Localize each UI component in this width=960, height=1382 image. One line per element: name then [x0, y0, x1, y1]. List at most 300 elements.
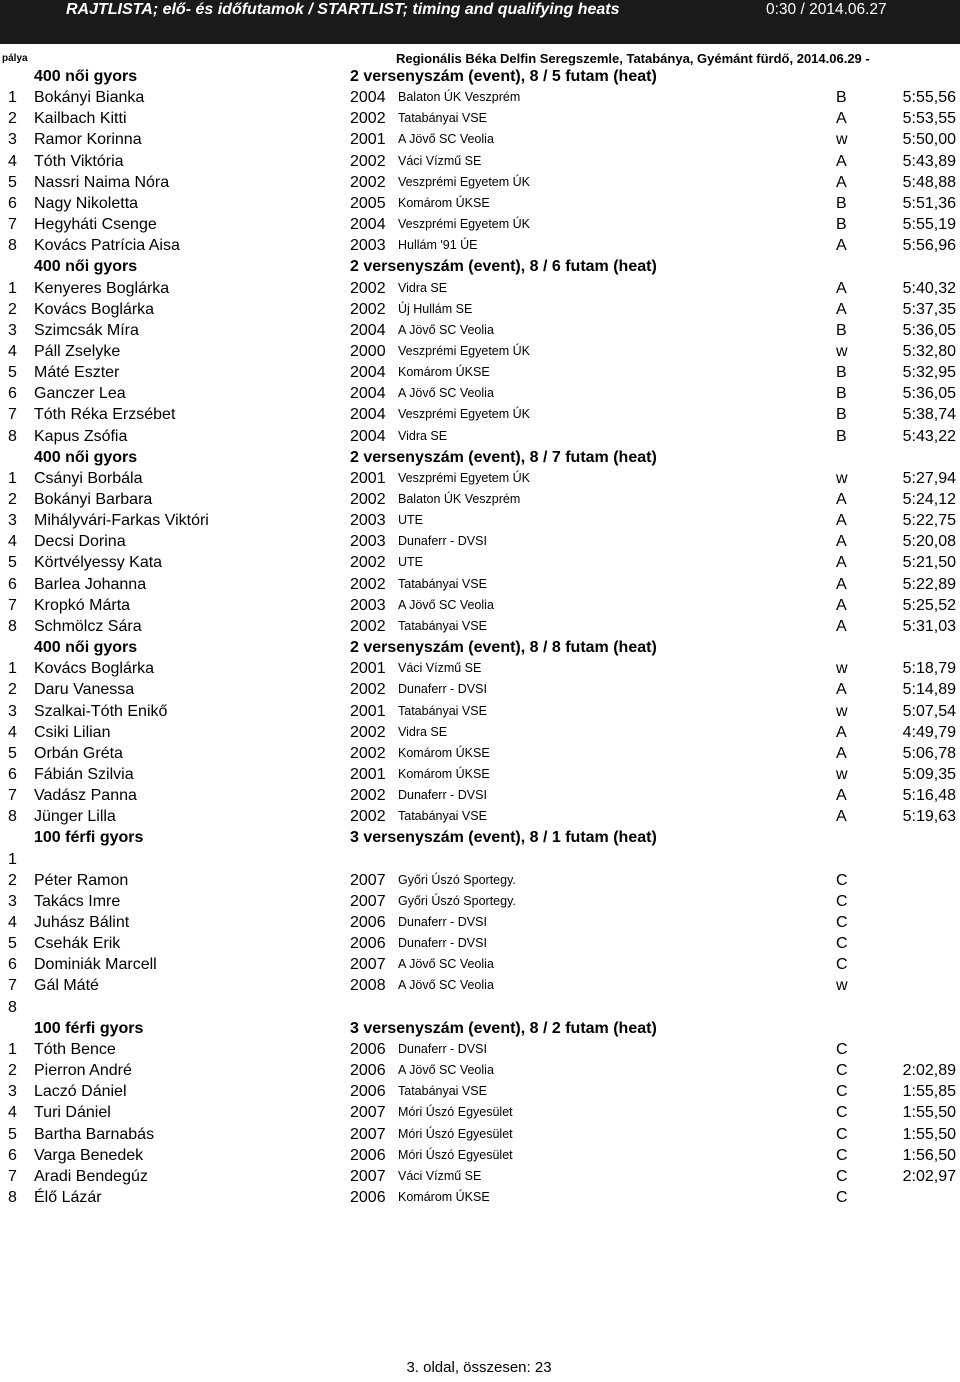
- category: A: [836, 681, 847, 699]
- birth-year: 2000: [350, 342, 386, 360]
- page-number: 3. oldal, összesen: 23: [406, 1359, 552, 1376]
- swimmer-name: Dominiák Marcell: [34, 956, 157, 974]
- heat-header: [0, 1018, 960, 1039]
- event-name: 400 női gyors: [34, 448, 138, 466]
- lane-number: 7: [8, 787, 17, 805]
- club-name: Komárom ÚKSE: [398, 365, 490, 380]
- swimmer-name: Nagy Nikoletta: [34, 194, 139, 212]
- swimmer-name: Tóth Bence: [34, 1040, 116, 1058]
- table-row: [0, 341, 960, 362]
- club-name: Veszprémi Egyetem ÚK: [398, 174, 530, 189]
- club-name: Veszprémi Egyetem ÚK: [398, 470, 530, 485]
- table-row: [0, 151, 960, 172]
- swimmer-name: Páll Zselyke: [34, 342, 121, 360]
- table-row: [0, 278, 960, 299]
- entry-time: 5:24,12: [902, 491, 956, 508]
- heat-header: [0, 827, 960, 848]
- lane-number: 7: [8, 1167, 17, 1185]
- category: B: [836, 216, 847, 234]
- table-row: [0, 299, 960, 320]
- swimmer-name: Csehák Erik: [34, 935, 121, 953]
- club-name: Móri Úszó Egyesület: [398, 1147, 513, 1162]
- entry-time: 1:55,50: [902, 1125, 956, 1143]
- table-row: [0, 108, 960, 129]
- birth-year: 2001: [350, 702, 386, 720]
- swimmer-name: Máté Eszter: [34, 364, 120, 382]
- birth-year: 2007: [350, 1104, 386, 1122]
- club-name: Komárom ÚKSE: [398, 766, 490, 781]
- table-row: [0, 510, 960, 531]
- table-row: [0, 743, 960, 764]
- table-row: [0, 87, 960, 108]
- birth-year: 2004: [350, 321, 386, 339]
- lane-number: 2: [8, 871, 17, 889]
- entry-time: 2:02,89: [902, 1062, 956, 1080]
- table-row: [0, 235, 960, 256]
- table-row: [0, 320, 960, 341]
- swimmer-name: Kovács Boglárka: [34, 300, 155, 318]
- club-name: Móri Úszó Egyesület: [398, 1105, 513, 1120]
- swimmer-name: Csányi Borbála: [34, 469, 143, 487]
- club-name: Móri Úszó Egyesület: [398, 1126, 513, 1141]
- table-row: [0, 193, 960, 214]
- birth-year: 2006: [350, 935, 386, 953]
- swimmer-name: Bokányi Bianka: [34, 89, 145, 107]
- birth-year: 2001: [350, 765, 386, 783]
- table-row: [0, 383, 960, 404]
- entry-time: 5:48,88: [902, 173, 956, 191]
- entry-time: 5:14,89: [902, 681, 956, 699]
- print-time: 0:30 / 2014.06.27: [766, 1, 887, 18]
- entry-time: 5:55,56: [902, 89, 956, 107]
- category: C: [836, 1146, 848, 1164]
- club-name: Dunaferr - DVSI: [398, 915, 487, 929]
- heat-header: [0, 66, 960, 87]
- club-name: Váci Vízmű SE: [398, 153, 482, 168]
- page-footer: [0, 1359, 960, 1376]
- swimmer-name: Csiki Lilian: [34, 723, 111, 741]
- category: A: [836, 723, 847, 741]
- meet-name: Regionális Béka Delfin Seregszemle, Tatabánya, Gyémánt fürdő, 2014.06.29 -: [396, 51, 870, 66]
- table-row: [0, 912, 960, 933]
- table-row: [0, 574, 960, 595]
- lane-number: 8: [8, 617, 17, 635]
- birth-year: 2006: [350, 1062, 386, 1080]
- event-name: 100 férfi gyors: [34, 829, 144, 847]
- category: A: [836, 173, 847, 191]
- swimmer-name: Szalkai-Tóth Enikő: [34, 702, 168, 720]
- entry-time: 5:51,36: [902, 194, 956, 212]
- entry-time: 5:09,35: [902, 765, 956, 783]
- category: C: [836, 956, 848, 974]
- entry-time: 5:31,03: [902, 617, 956, 635]
- club-name: Váci Vízmű SE: [398, 661, 482, 676]
- swimmer-name: Decsi Dorina: [34, 533, 126, 551]
- swimmer-name: Pierron André: [34, 1062, 132, 1080]
- swimmer-name: Kovács Patrícia Aisa: [34, 237, 180, 255]
- birth-year: 2002: [350, 744, 386, 762]
- entry-time: 5:40,32: [902, 279, 956, 297]
- entry-time: 5:20,08: [902, 533, 956, 551]
- swimmer-name: Laczó Dániel: [34, 1083, 127, 1101]
- swimmer-name: Turi Dániel: [34, 1104, 111, 1122]
- swimmer-name: Kropkó Márta: [34, 596, 131, 614]
- club-name: Tatabányai VSE: [398, 703, 487, 718]
- table-row: [0, 954, 960, 975]
- club-name: Dunaferr - DVSI: [398, 682, 487, 697]
- entry-time: 5:19,63: [902, 808, 956, 826]
- lane-number: 3: [8, 131, 17, 149]
- birth-year: 2004: [350, 364, 386, 382]
- table-row: [0, 1081, 960, 1102]
- birth-year: 2003: [350, 237, 386, 255]
- lane-number: 4: [8, 533, 17, 551]
- birth-year: 2002: [350, 279, 386, 297]
- category: A: [836, 744, 847, 762]
- entry-time: 5:22,75: [902, 512, 956, 530]
- lane-number: 1: [8, 850, 17, 868]
- table-row: [0, 404, 960, 425]
- lane-number: 5: [8, 173, 17, 191]
- category: B: [836, 89, 847, 107]
- swimmer-name: Juhász Bálint: [34, 914, 130, 931]
- birth-year: 2004: [350, 385, 386, 403]
- category: w: [836, 660, 848, 678]
- birth-year: 2004: [350, 427, 386, 445]
- entry-time: 5:36,05: [902, 385, 956, 403]
- club-name: Komárom ÚKSE: [398, 745, 490, 760]
- swimmer-name: Fábián Szilvia: [34, 765, 134, 783]
- table-row: [0, 975, 960, 996]
- birth-year: 2002: [350, 575, 386, 593]
- club-name: Győri Úszó Sportegy.: [398, 872, 516, 887]
- event-name: 400 női gyors: [34, 258, 138, 276]
- table-row: [0, 891, 960, 912]
- birth-year: 2001: [350, 131, 386, 149]
- birth-year: 2003: [350, 533, 386, 551]
- birth-year: 2006: [350, 1040, 386, 1058]
- category: A: [836, 237, 847, 255]
- birth-year: 2002: [350, 787, 386, 805]
- lane-number: 4: [8, 1104, 17, 1122]
- lane-number: 5: [8, 1125, 17, 1143]
- table-row: [0, 1166, 960, 1187]
- category: B: [836, 385, 847, 403]
- heat-info: 3 versenyszám (event), 8 / 2 futam (heat): [350, 1019, 657, 1037]
- swimmer-name: Mihályvári-Farkas Viktóri: [34, 512, 209, 530]
- birth-year: 2002: [350, 300, 386, 318]
- table-row: [0, 658, 960, 679]
- category: B: [836, 194, 847, 212]
- entry-time: 5:22,89: [902, 575, 956, 593]
- category: A: [836, 554, 847, 572]
- entry-time: 5:43,89: [902, 152, 956, 170]
- birth-year: 2008: [350, 977, 386, 995]
- swimmer-name: Jünger Lilla: [34, 808, 116, 826]
- club-name: Veszprémi Egyetem ÚK: [398, 407, 530, 422]
- club-name: A Jövő SC Veolia: [398, 386, 494, 401]
- birth-year: 2002: [350, 681, 386, 699]
- lane-number: 5: [8, 935, 17, 953]
- table-row: [0, 595, 960, 616]
- table-row: [0, 616, 960, 637]
- club-name: Komárom ÚKSE: [398, 1189, 490, 1204]
- swimmer-name: Kailbach Kitti: [34, 110, 127, 128]
- birth-year: 2007: [350, 956, 386, 974]
- category: A: [836, 152, 847, 170]
- swimmer-name: Ganczer Lea: [34, 385, 126, 403]
- swimmer-name: Orbán Gréta: [34, 744, 123, 762]
- entry-time: 1:56,50: [902, 1146, 956, 1164]
- lane-number: 8: [8, 998, 17, 1016]
- birth-year: 2002: [350, 110, 386, 128]
- club-name: Dunaferr - DVSI: [398, 534, 487, 549]
- lane-number: 5: [8, 364, 17, 382]
- event-name: 400 női gyors: [34, 639, 138, 657]
- document-title: RAJTLISTA; elő- és időfutamok / STARTLIST; timing and qualifying heats: [66, 1, 620, 18]
- birth-year: 2002: [350, 808, 386, 826]
- club-name: Dunaferr - DVSI: [398, 936, 487, 951]
- entry-time: 1:55,50: [902, 1104, 956, 1122]
- lane-number: 1: [8, 89, 17, 107]
- category: C: [836, 1188, 848, 1206]
- lane-number: 4: [8, 723, 17, 741]
- table-row: [0, 785, 960, 806]
- birth-year: 2003: [350, 596, 386, 614]
- swimmer-name: Körtvélyessy Kata: [34, 554, 163, 572]
- lane-number: 3: [8, 892, 17, 910]
- lane-number: 4: [8, 152, 17, 170]
- lane-number: 3: [8, 321, 17, 339]
- category: w: [836, 702, 848, 720]
- category: A: [836, 617, 847, 635]
- club-name: Tatabányai VSE: [398, 1084, 487, 1099]
- club-name: Vidra SE: [398, 724, 448, 739]
- lane-number: 6: [8, 194, 17, 212]
- entry-time: 5:27,94: [902, 469, 956, 487]
- birth-year: 2002: [350, 152, 386, 170]
- swimmer-name: Vadász Panna: [34, 787, 137, 805]
- lane-number: 6: [8, 385, 17, 403]
- category: C: [836, 1104, 848, 1122]
- table-row: [0, 1039, 960, 1060]
- birth-year: 2007: [350, 1125, 386, 1143]
- club-name: Dunaferr - DVSI: [398, 1041, 487, 1056]
- category: C: [836, 1125, 848, 1143]
- category: A: [836, 533, 847, 551]
- club-name: Vidra SE: [398, 428, 448, 443]
- entry-time: 5:37,35: [902, 300, 956, 318]
- table-row: [0, 489, 960, 510]
- swimmer-name: Hegyháti Csenge: [34, 216, 157, 234]
- birth-year: 2002: [350, 723, 386, 741]
- category: A: [836, 787, 847, 805]
- category: A: [836, 110, 847, 128]
- table-row: [0, 1187, 960, 1208]
- category: C: [836, 892, 848, 910]
- swimmer-name: Nassri Naima Nóra: [34, 173, 170, 191]
- swimmer-name: Péter Ramon: [34, 871, 129, 889]
- birth-year: 2006: [350, 914, 386, 931]
- lane-number: 2: [8, 681, 17, 699]
- category: C: [836, 1040, 848, 1058]
- lane-number: 8: [8, 237, 17, 255]
- heat-info: 2 versenyszám (event), 8 / 8 futam (heat): [350, 639, 657, 657]
- entry-time: 5:38,74: [902, 406, 956, 424]
- category: B: [836, 406, 847, 424]
- club-name: Tatabányai VSE: [398, 809, 487, 824]
- swimmer-name: Takács Imre: [34, 892, 121, 910]
- entry-time: 5:21,50: [902, 554, 956, 572]
- club-name: A Jövő SC Veolia: [398, 597, 494, 612]
- heat-info: 2 versenyszám (event), 8 / 6 futam (heat): [350, 258, 657, 276]
- table-row: [0, 679, 960, 700]
- category: B: [836, 427, 847, 445]
- club-name: UTE: [398, 555, 423, 570]
- lane-number: 6: [8, 765, 17, 783]
- title-bar: [0, 0, 960, 44]
- birth-year: 2007: [350, 871, 386, 889]
- swimmer-name: Kovács Boglárka: [34, 660, 155, 678]
- heat-info: 2 versenyszám (event), 8 / 7 futam (heat): [350, 448, 657, 466]
- swimmer-name: Barlea Johanna: [34, 575, 147, 593]
- entry-time: 5:55,19: [902, 216, 956, 234]
- category: A: [836, 596, 847, 614]
- lane-number: 6: [8, 1146, 17, 1164]
- entry-time: 5:36,05: [902, 321, 956, 339]
- event-name: 400 női gyors: [34, 68, 138, 85]
- table-row: [0, 172, 960, 193]
- birth-year: 2006: [350, 1188, 386, 1206]
- club-name: Komárom ÚKSE: [398, 195, 490, 210]
- category: w: [836, 469, 848, 487]
- club-name: Tatabányai VSE: [398, 111, 487, 126]
- entry-time: 5:16,48: [902, 787, 956, 805]
- entry-time: 5:53,55: [902, 110, 956, 128]
- swimmer-name: Szimcsák Míra: [34, 321, 139, 339]
- club-name: Új Hullám SE: [398, 301, 473, 316]
- category: C: [836, 871, 848, 889]
- birth-year: 2002: [350, 173, 386, 191]
- entry-time: 4:49,79: [902, 723, 956, 741]
- category: w: [836, 131, 848, 149]
- category: A: [836, 491, 847, 508]
- entry-time: 5:43,22: [902, 427, 956, 445]
- swimmer-name: Gál Máté: [34, 977, 99, 995]
- category: C: [836, 1167, 848, 1185]
- heat-header: [0, 447, 960, 468]
- table-row: [0, 722, 960, 743]
- entry-time: 5:07,54: [902, 702, 956, 720]
- club-name: A Jövő SC Veolia: [398, 1063, 494, 1078]
- entry-time: 5:32,80: [902, 342, 956, 360]
- birth-year: 2002: [350, 491, 386, 508]
- swimmer-name: Bokányi Barbara: [34, 491, 153, 508]
- club-name: A Jövő SC Veolia: [398, 322, 494, 337]
- club-name: A Jövő SC Veolia: [398, 978, 494, 993]
- club-name: Balaton ÚK Veszprém: [398, 492, 521, 506]
- club-name: Veszprémi Egyetem ÚK: [398, 217, 530, 232]
- lane-number: 2: [8, 491, 17, 508]
- lane-number: 2: [8, 110, 17, 128]
- category: C: [836, 1062, 848, 1080]
- lane-number: 2: [8, 300, 17, 318]
- birth-year: 2001: [350, 469, 386, 487]
- club-name: Tatabányai VSE: [398, 618, 487, 633]
- category: B: [836, 321, 847, 339]
- lane-number: 7: [8, 406, 17, 424]
- category: C: [836, 914, 848, 931]
- lane-number: 1: [8, 279, 17, 297]
- lane-number: 8: [8, 808, 17, 826]
- club-name: Dunaferr - DVSI: [398, 788, 487, 803]
- heat-header: [0, 637, 960, 658]
- lane-number: 5: [8, 744, 17, 762]
- table-row: [0, 764, 960, 785]
- entry-time: 5:56,96: [902, 237, 956, 255]
- category: w: [836, 342, 848, 360]
- lane-number: 1: [8, 1040, 17, 1058]
- club-name: Tatabányai VSE: [398, 576, 487, 591]
- lane-number: 3: [8, 512, 17, 530]
- table-row: [0, 552, 960, 573]
- table-row: [0, 1102, 960, 1123]
- club-name: A Jövő SC Veolia: [398, 132, 494, 147]
- heat-info: 2 versenyszám (event), 8 / 5 futam (heat): [350, 68, 657, 85]
- table-row: [0, 1124, 960, 1145]
- swimmer-name: Daru Vanessa: [34, 681, 135, 699]
- lane-number: 2: [8, 1062, 17, 1080]
- swimmer-name: Kenyeres Boglárka: [34, 279, 170, 297]
- birth-year: 2004: [350, 406, 386, 424]
- lane-number: 6: [8, 575, 17, 593]
- swimmer-name: Kapus Zsófia: [34, 427, 128, 445]
- table-row: [0, 933, 960, 954]
- lane-number: 4: [8, 342, 17, 360]
- birth-year: 2004: [350, 89, 386, 107]
- table-row: [0, 129, 960, 150]
- swimmer-name: Tóth Viktória: [34, 152, 124, 170]
- lane-number: 8: [8, 427, 17, 445]
- category: B: [836, 364, 847, 382]
- birth-year: 2007: [350, 1167, 386, 1185]
- entry-time: 5:50,00: [902, 131, 956, 149]
- birth-year: 2002: [350, 617, 386, 635]
- category: A: [836, 300, 847, 318]
- category: A: [836, 279, 847, 297]
- category: C: [836, 935, 848, 953]
- table-row: [0, 849, 960, 870]
- table-row: [0, 701, 960, 722]
- swimmer-name: Tóth Réka Erzsébet: [34, 406, 176, 424]
- table-row: [0, 214, 960, 235]
- table-row: [0, 1145, 960, 1166]
- lane-number: 3: [8, 702, 17, 720]
- swimmer-name: Ramor Korinna: [34, 131, 142, 149]
- birth-year: 2006: [350, 1146, 386, 1164]
- table-row: [0, 870, 960, 891]
- lane-column-label: pálya: [2, 53, 28, 64]
- lane-number: 7: [8, 596, 17, 614]
- swimmer-name: Schmölcz Sára: [34, 617, 142, 635]
- heat-header: [0, 256, 960, 277]
- birth-year: 2005: [350, 194, 386, 212]
- table-row: [0, 1060, 960, 1081]
- category: A: [836, 575, 847, 593]
- birth-year: 2001: [350, 660, 386, 678]
- club-name: Balaton ÚK Veszprém: [398, 90, 521, 105]
- category: A: [836, 808, 847, 826]
